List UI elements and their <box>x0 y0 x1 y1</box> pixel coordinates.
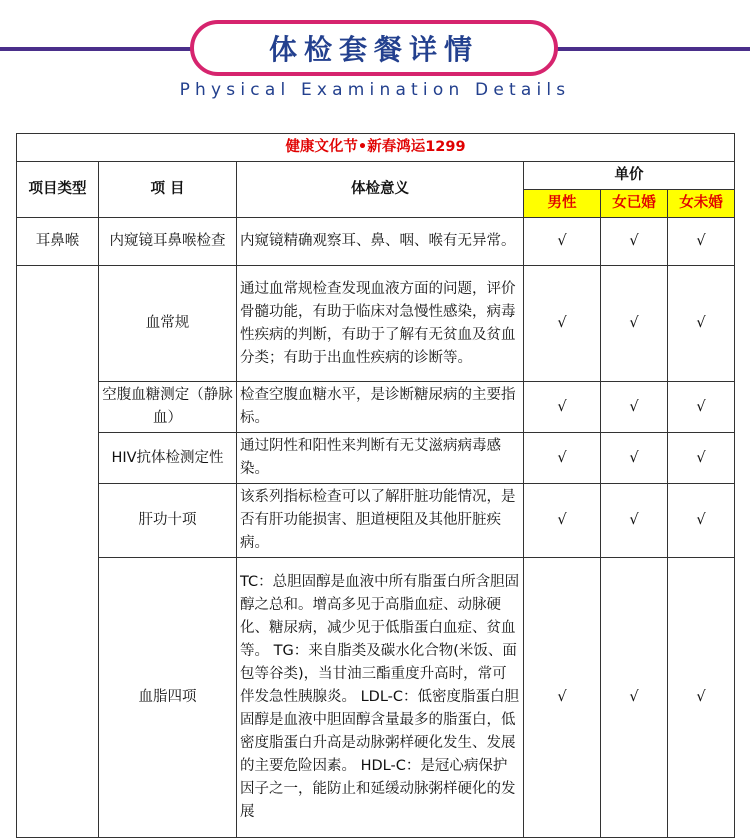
promo-banner: 健康文化节•新春鸿运1299 <box>17 134 735 162</box>
row-female-unmarried-check: √ <box>668 266 735 382</box>
row-meaning: 该系列指标检查可以了解肝脏功能情况，是否有肝功能损害、胆道梗阻及其他肝脏疾病。 <box>237 484 524 558</box>
row-category <box>17 266 99 838</box>
page-title: 体检套餐详情 <box>268 33 479 66</box>
col-header-male: 男性 <box>524 190 601 218</box>
row-female-unmarried-check: √ <box>668 433 735 484</box>
row-category: 耳鼻喉 <box>17 218 99 266</box>
row-female-unmarried-check: √ <box>668 218 735 266</box>
row-meaning: 内窥镜精确观察耳、鼻、咽、喉有无异常。 <box>237 218 524 266</box>
table-row <box>17 484 735 558</box>
row-meaning: 检查空腹血糖水平，是诊断糖尿病的主要指标。 <box>237 382 524 433</box>
row-item: 血常规 <box>99 266 237 382</box>
title-badge <box>190 20 558 76</box>
table-row <box>17 433 735 484</box>
table-row <box>17 558 735 838</box>
page-header <box>0 0 750 130</box>
col-header-item: 项 目 <box>99 162 237 218</box>
page-subtitle: Physical Examination Details <box>179 80 571 100</box>
table-row <box>17 218 735 266</box>
row-male-check: √ <box>524 484 601 558</box>
header-line-right <box>555 47 750 51</box>
col-header-category: 项目类型 <box>17 162 99 218</box>
row-meaning: TC：总胆固醇是血液中所有脂蛋白所含胆固醇之总和。增高多见于高脂血症、动脉硬化、糖尿病，减少见于低脂蛋白血症、贫血等。 TG：来自脂类及碳水化合物(米饭、面包等谷类)，当甘油三酯重度升高时，常可伴发急性胰腺炎。 LDL-C：低密度脂蛋白胆固醇是血液中胆固醇含量最多的脂蛋白，低密度脂蛋白升高是动脉粥样硬化发生、发展的主要危险因素。 HDL-C：是冠心病保护因子之一，能防止和延缓动脉粥样硬化的发展 <box>237 558 524 838</box>
row-female-married-check: √ <box>601 433 668 484</box>
row-female-married-check: √ <box>601 266 668 382</box>
row-meaning: 通过阴性和阳性来判断有无艾滋病病毒感染。 <box>237 433 524 484</box>
row-meaning: 通过血常规检查发现血液方面的问题，评价骨髓功能，有助于临床对急慢性感染，病毒性疾病的判断，有助于了解有无贫血及贫血分类；有助于出血性疾病的诊断等。 <box>237 266 524 382</box>
row-male-check: √ <box>524 558 601 838</box>
row-male-check: √ <box>524 433 601 484</box>
col-header-meaning: 体检意义 <box>237 162 524 218</box>
row-male-check: √ <box>524 218 601 266</box>
header-line-left <box>0 47 195 51</box>
row-item: 肝功十项 <box>99 484 237 558</box>
row-female-married-check: √ <box>601 218 668 266</box>
row-female-married-check: √ <box>601 484 668 558</box>
row-item: 内窥镜耳鼻喉检查 <box>99 218 237 266</box>
row-female-married-check: √ <box>601 382 668 433</box>
table-row <box>17 266 735 382</box>
row-male-check: √ <box>524 382 601 433</box>
col-header-female-married: 女已婚 <box>601 190 668 218</box>
exam-table <box>16 133 735 838</box>
row-female-married-check: √ <box>601 558 668 838</box>
table-row <box>17 382 735 433</box>
row-female-unmarried-check: √ <box>668 382 735 433</box>
col-header-price: 单价 <box>524 162 735 190</box>
row-female-unmarried-check: √ <box>668 558 735 838</box>
row-female-unmarried-check: √ <box>668 484 735 558</box>
row-male-check: √ <box>524 266 601 382</box>
row-item: 血脂四项 <box>99 558 237 838</box>
row-item: HIV抗体检测定性 <box>99 433 237 484</box>
col-header-female-unmarried: 女未婚 <box>668 190 735 218</box>
row-item: 空腹血糖测定（静脉血） <box>99 382 237 433</box>
